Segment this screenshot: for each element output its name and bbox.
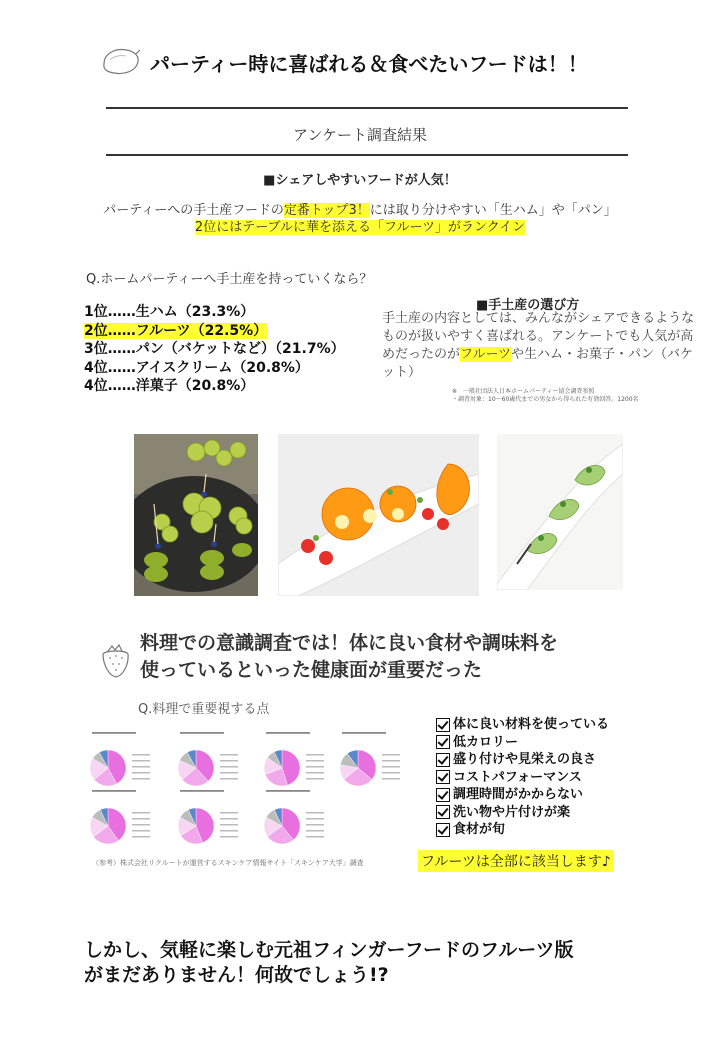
checklist-label: 盛り付けや見栄えの良さ [453,752,597,767]
photo-orange-flowers [278,434,479,596]
survey-label: アンケート調査結果 [292,126,428,144]
pie-legend-line [220,778,238,780]
pie-legend-line [306,812,324,814]
pie-legend-line [220,754,238,756]
pie-legend-line [220,818,238,820]
pie-legend-line [382,778,400,780]
checklist-item [436,804,609,822]
checklist-item [436,769,609,787]
pie-legend-line [306,818,324,820]
pie-legend-line [306,830,324,832]
photo-melon-slices [497,434,623,590]
intro-line-2-highlight: 2位にはテーブルに華を添える「フルーツ」がランクイン [194,220,526,235]
lemon-icon [98,44,142,78]
pie-legend-line [306,754,324,756]
pie-legend-line [132,824,150,826]
intro-line-1-a: パーティーへの手土産フードの [103,203,284,218]
pie-legend-line [220,824,238,826]
pie-title-line [92,790,136,792]
checklist [436,716,609,839]
ranking-list [84,303,345,396]
pie-title-line [92,732,136,734]
pie-legend-line [132,830,150,832]
check-icon [436,823,450,837]
pie-legend-line [220,830,238,832]
pie-legend-line [132,836,150,838]
pie-title-line [180,790,224,792]
pie-legend-line [306,766,324,768]
choose-heading: ■手土産の選び方 [476,298,580,313]
pie-legend-line [220,760,238,762]
survey-note-1: ※ 一般社団法人日本ホームパーティー協会調査参照 [452,388,595,395]
survey-note-2: ・調査対象：10～60歳代までの男女から得られた有効回答。1200名 [452,396,639,403]
closing-text [84,938,573,988]
pie-legend-line [306,824,324,826]
divider-top [106,107,628,109]
checklist-label: 調理時間がかからない [453,787,584,802]
checklist-label: コストパフォーマンス [453,769,582,785]
check-icon [436,718,450,732]
pie-legend-line [132,818,150,820]
pie-legend-line [132,760,150,762]
checklist-item [436,786,609,804]
section-2-title-line-1: 料理での意識調査では！体に良い食材や調味料を [140,632,559,654]
share-heading: ■シェアしやすいフードが人気！ [263,173,457,188]
checklist-item [436,821,609,839]
pie-legend-line [220,812,238,814]
pie-legend-line [132,772,150,774]
pie-legend-line [132,766,150,768]
pie-legend-line [306,778,324,780]
ranking-item: 1位……生ハム（23.3%） [84,304,255,320]
pie-legend-line [132,812,150,814]
checklist-label: 食材が旬 [453,822,506,837]
pie-title-line [342,732,386,734]
pie-title-line [266,790,310,792]
checklist-item [436,716,609,734]
pie-legend-line [220,766,238,768]
page-title: パーティー時に喜ばれる＆食べたいフードは！！ [150,52,588,76]
closing-text-line-2: がまだありません！何故でしょう!? [84,964,389,986]
intro-line-1-b: には取り分けやすい「生ハム」や「パン」 [369,203,617,218]
pie-legend-line [382,766,400,768]
choose-body-highlight: フルーツ [460,347,511,362]
pie-legend-line [132,754,150,756]
section-2-title [140,630,558,684]
check-icon [436,788,450,802]
strawberry-icon [98,640,132,680]
checklist-label: 低カロリー [453,734,519,750]
closing-text-line-1: しかし、気軽に楽しむ元祖フィンガーフードのフルーツ版 [84,939,574,961]
pie-legend-line [382,754,400,756]
choose-body-b: や生ハム・お菓子・パン（バケット） [382,347,693,380]
ranking-item: 4位……洋菓子（20.8%） [84,378,255,394]
intro-text [0,202,720,236]
divider-bottom [106,154,628,156]
ranking-item: 3位……パン（バケットなど）（21.7%） [84,341,345,357]
intro-line-2 [0,219,720,236]
pie-legend-line [306,760,324,762]
photo-grape-skewers [134,434,258,596]
pie-legend-line [132,778,150,780]
fruits-all-note: フルーツは全部に該当します♪ [418,850,614,872]
pie-legend-line [306,836,324,838]
survey-pie-charts [84,728,410,852]
pie-legend-line [382,760,400,762]
choose-body [382,310,700,382]
check-icon [436,805,450,819]
choose-body-a: 手土産の内容としては、みんながシェアできるようなものが扱いやすく喜ばれる。アンケートでも人気が高めだったのが [382,311,695,362]
pie-title-line [266,732,310,734]
check-icon [436,735,450,749]
check-icon [436,770,450,784]
checklist-item [436,734,609,752]
check-icon [436,753,450,767]
pie-legend-line [306,772,324,774]
checklist-label: 体に良い材料を使っている [453,717,610,732]
checklist-item [436,751,609,769]
pie-legend-line [220,772,238,774]
question-1: Q.ホームパーティーへ手土産を持っていくなら？ [86,272,373,287]
ranking-item: 4位……アイスクリーム（20.8%） [84,359,309,376]
checklist-label: 洗い物や片付けが楽 [453,804,571,820]
intro-line-1 [0,202,720,219]
ranking-item-highlight: 2位……フルーツ（22.5%） [84,322,268,339]
pie-legend-line [382,772,400,774]
ranking-item [84,322,345,341]
survey-note [452,388,639,404]
reference-note: （参考）株式会社リクルートが運営するスキンケア情報サイト「スキンケア大学」調査 [92,859,364,867]
intro-line-1-highlight: 定番トップ3！ [283,203,370,218]
pie-title-line [180,732,224,734]
section-2-title-line-2: 使っているといった健康面が重要だった [140,659,483,681]
pie-legend-line [220,836,238,838]
question-2: Q.料理で重要視する点 [138,702,270,717]
